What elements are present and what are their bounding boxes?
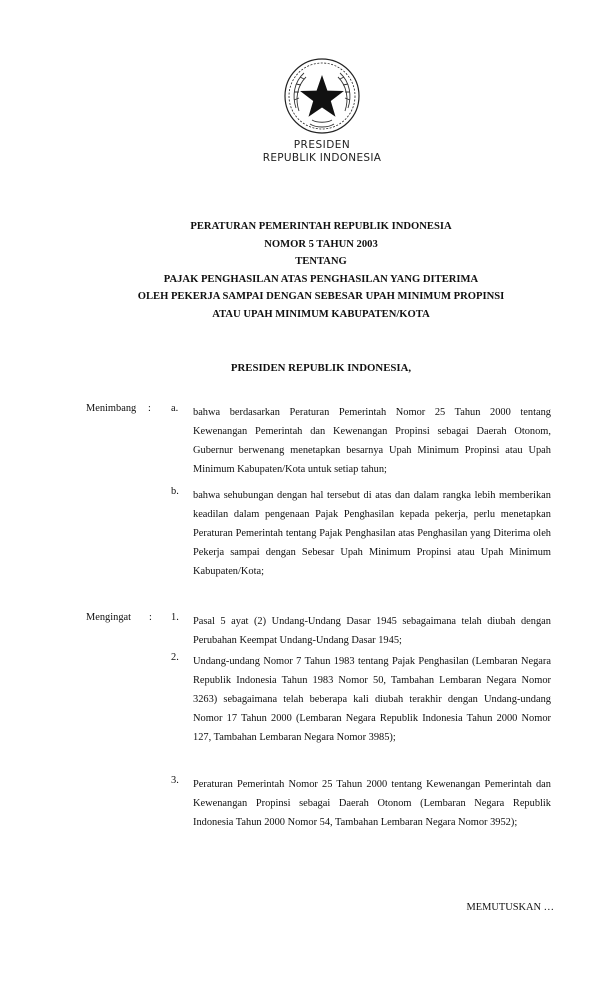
president-heading: PRESIDEN REPUBLIK INDONESIA, [230, 362, 412, 374]
item-marker: 2. [171, 652, 179, 663]
presiden-header-line: PRESIDEN [293, 139, 351, 151]
item-marker: 3. [171, 775, 179, 786]
item-marker: b. [171, 486, 179, 497]
title-line-5: OLEH PEKERJA SAMPAI DENGAN SEBESAR UPAH MINIMUM PROPINSI [137, 291, 505, 302]
item-text: bahwa berdasarkan Peraturan Pemerintah Nomor 25 Tahun 2000 tentang Kewenangan Pemerintah dan Kewenangan Propinsi sebagai Daerah Otonom, Gubernur berwenang menetapkan besarnya Upah Minimum Propinsi atau Upah Minimum Kabupaten/Kota untuk setiap tahun; [193, 407, 551, 475]
item-text: bahwa sehubungan dengan hal tersebut di atas dan dalam rangka lebih memberikan keadilan dalam pengenaan Pajak Penghasilan kepada pekerja, perlu menetapkan Peraturan Pemerintah tentang Pajak Penghasilan atas Penghasilan yang Diterima oleh Pekerja sampai dengan Sebesar Upah Minimum Propinsi atau Upah Minimum Kabupaten/Kota; [193, 490, 551, 577]
title-line-1: PERATURAN PEMERINTAH REPUBLIK INDONESIA [190, 221, 452, 232]
item-text: Undang-undang Nomor 7 Tahun 1983 tentang Pajak Penghasilan (Lembaran Negara Republik Indonesia Tahun 1983 Nomor 50, Tambahan Lembaran Negara Nomor 3263) sebagaimana telah beberapa kali diubah terakhir dengan Undang-undang Nomor 17 Tahun 2000 (Lembaran Negara Republik Indonesia Tahun 2000 Nomor 127, Tambahan Lembaran Negara Nomor 3985); [193, 656, 551, 743]
mengingat-colon: : [149, 612, 152, 623]
republik-indonesia-header-line: REPUBLIK INDONESIA [262, 152, 382, 164]
title-line-2: NOMOR 5 TAHUN 2003 [264, 238, 378, 250]
item-text: Pasal 5 ayat (2) Undang-Undang Dasar 1945 sebagaimana telah diubah dengan Perubahan Keempat Undang-Undang Dasar 1945; [193, 616, 551, 646]
item-marker: a. [171, 403, 179, 414]
item-text: Peraturan Pemerintah Nomor 25 Tahun 2000 tentang Kewenangan Pemerintah dan Kewenangan Propinsi sebagai Daerah Otonom (Lembaran Negara Republik Indonesia Tahun 2000 Nomor 54, Tambahan Lembaran Negara Nomor 3952); [193, 779, 551, 828]
garuda-star-emblem-icon [282, 56, 362, 136]
mengingat-label: Mengingat [86, 612, 132, 623]
menimbang-colon: : [148, 403, 151, 414]
document-title [0, 218, 612, 323]
item-marker: 1. [171, 612, 179, 623]
menimbang-label: Menimbang [86, 403, 137, 414]
title-line-6: ATAU UPAH MINIMUM KABUPATEN/KOTA [212, 308, 430, 320]
memutuskan-continuation: MEMUTUSKAN … [466, 902, 554, 913]
title-line-4: PAJAK PENGHASILAN ATAS PENGHASILAN YANG DITERIMA [163, 273, 479, 285]
title-line-3: TENTANG [295, 256, 347, 267]
